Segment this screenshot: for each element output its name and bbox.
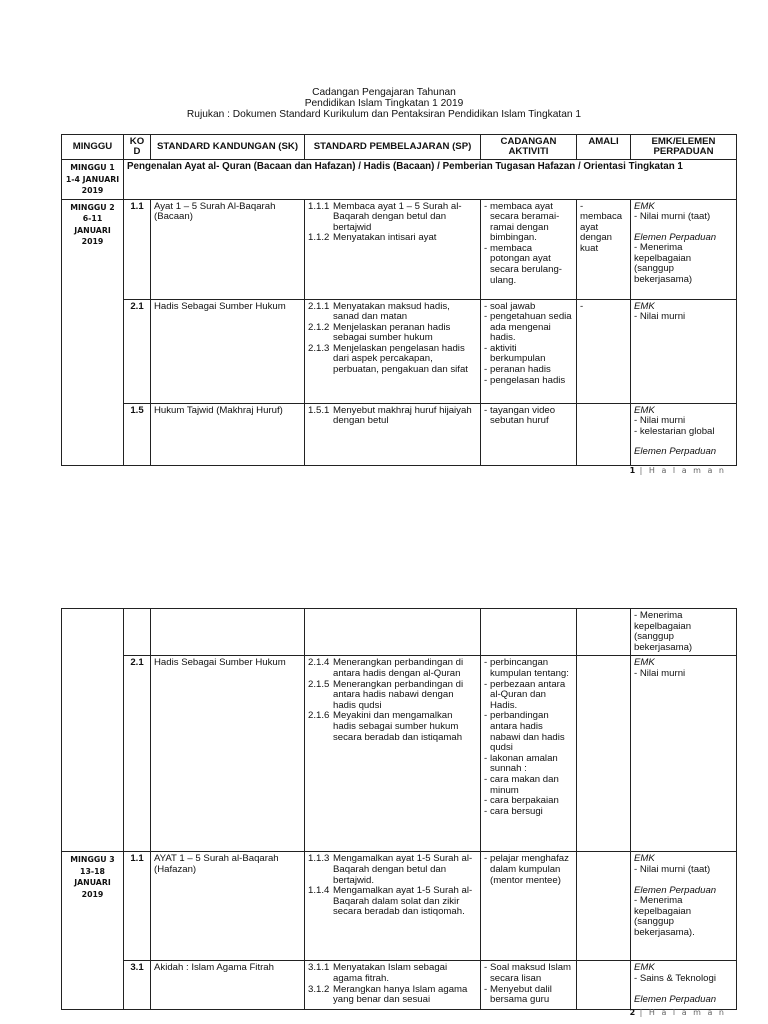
- aktiviti-item: - Menyebut dalil bersama guru: [484, 983, 552, 1006]
- elemen-item: - Menerima kepelbagaian (sanggup bekerjasama).: [634, 895, 695, 938]
- sp-item: 2.1.1 Menyatakan maksud hadis, sanad dan matan: [308, 300, 450, 323]
- emk-cell: [631, 961, 737, 1010]
- emk-title: EMK: [634, 853, 655, 865]
- sp-item: 3.1.2 Merangkan hanya Islam agama yang benar dan sesuai: [308, 983, 468, 1006]
- amali-cell: [577, 656, 631, 852]
- sp-item: 1.5.1 Menyebut makhraj huruf hijaiyah dengan betul: [308, 404, 472, 427]
- emk-title: EMK: [634, 404, 655, 416]
- col-header-sp: STANDARD PEMBELAJARAN (SP): [305, 135, 481, 160]
- emk-item: - Nilai murni (taat): [634, 211, 711, 223]
- emk-title: EMK: [634, 200, 655, 212]
- table-row: [62, 961, 737, 1010]
- header-subtitle: Pendidikan Islam Tingkatan 1 2019: [304, 98, 464, 109]
- sp-cell: [305, 403, 481, 465]
- aktiviti-item: - aktiviti berkumpulan: [484, 342, 546, 365]
- emk-item: - kelestarian global: [634, 425, 715, 437]
- week-label: MINGGU 2: [70, 202, 115, 212]
- sp-cell: [305, 961, 481, 1010]
- emk-title: EMK: [634, 300, 655, 312]
- col-header-amali: AMALI: [577, 135, 631, 160]
- table-row: [62, 199, 737, 299]
- emk-item: - Nilai murni: [634, 311, 686, 323]
- week-label: MINGGU 1: [70, 163, 115, 172]
- sk-cell: AYAT 1 – 5 Surah al-Baqarah (Hafazan): [151, 852, 305, 961]
- emk-title: EMK: [634, 962, 655, 974]
- emk-item: - Nilai murni: [634, 667, 686, 679]
- sp-cell: [305, 299, 481, 403]
- week-dates: 13-18 JANUARI 2019: [74, 866, 111, 899]
- sp-item: 1.1.3 Mengamalkan ayat 1-5 Surah al-Baqarah dengan betul dan bertajwid.: [308, 853, 473, 886]
- sp-cell: [305, 852, 481, 961]
- kod-cell: 2.1: [124, 656, 151, 852]
- elemen-perpaduan-title: Elemen Perpaduan: [634, 993, 717, 1005]
- amali-cell: -: [577, 299, 631, 403]
- aktiviti-item: - cara makan dan minum: [484, 773, 559, 796]
- aktiviti-item: - cara bersugi: [484, 805, 543, 817]
- sp-item: 2.1.3 Menjelaskan pengelasan hadis dari aspek percakapan, perbuatan, pengakuan dan sifat: [308, 342, 468, 376]
- aktiviti-item: - perbandingan antara hadis nabawi dan hadis qudsi: [484, 710, 565, 754]
- sp-cell: [305, 199, 481, 299]
- week-cell: [62, 609, 124, 852]
- emk-item: - Nilai murni: [634, 415, 686, 427]
- sp-item: 2.1.5 Menerangkan perbandingan di antara hadis nabawi dengan hadis qudsi: [308, 678, 464, 711]
- sk-cell: Hukum Tajwid (Makhraj Huruf): [151, 403, 305, 465]
- table-row-week1: [62, 160, 737, 200]
- week-label: MINGGU 3: [70, 855, 115, 865]
- sp-item: 2.1.2 Menjelaskan peranan hadis sebagai sumber hukum: [308, 321, 451, 344]
- amali-cell: [577, 852, 631, 961]
- document-header: [0, 87, 768, 120]
- col-header-kod: KO D: [124, 135, 151, 160]
- kod-cell: 2.1: [124, 299, 151, 403]
- elemen-perpaduan-title: Elemen Perpaduan: [634, 231, 717, 243]
- emk-cell: [631, 403, 737, 465]
- sp-item: 3.1.1 Menyatakan Islam sebagai agama fitrah.: [308, 962, 448, 984]
- week-cell: [62, 852, 124, 1010]
- table-row: [62, 656, 737, 852]
- sp-item: 1.1.4 Mengamalkan ayat 1-5 Surah al-Baqarah dalam solat dan zikir secara beradab dan istiqomah.: [308, 885, 473, 918]
- amali-cell: - membaca ayat dengan kuat: [577, 199, 631, 299]
- table-header-row: [62, 135, 737, 160]
- sp-item: 2.1.4 Menerangkan perbandingan di antara hadis dengan al-Quran: [308, 657, 464, 679]
- aktiviti-item: - membaca ayat secara beramai-ramai dengan bimbingan.: [484, 200, 560, 244]
- page-number-footer: 2 | H a l a m a n: [629, 1008, 726, 1017]
- sk-cell: Akidah : Islam Agama Fitrah: [151, 961, 305, 1010]
- sk-cell: Hadis Sebagai Sumber Hukum: [151, 299, 305, 403]
- aktiviti-cell: [481, 961, 577, 1010]
- aktiviti-cell: [481, 852, 577, 961]
- week-dates: 6-11 JANUARI 2019: [74, 214, 111, 246]
- emk-cell: [631, 852, 737, 961]
- aktiviti-item: - pelajar menghafaz dalam kumpulan (mentor mentee): [484, 853, 569, 886]
- sk-cell: Ayat 1 – 5 Surah Al-Baqarah (Bacaan): [151, 199, 305, 299]
- sp-cell: [305, 656, 481, 852]
- emk-title: EMK: [634, 657, 655, 669]
- kod-cell: 1.5: [124, 403, 151, 465]
- page-number: 1: [629, 466, 636, 475]
- aktiviti-item: - soal jawab: [484, 300, 536, 312]
- aktiviti-cell: [481, 403, 577, 465]
- aktiviti-item: - perbezaan antara al-Quran dan Hadis.: [484, 678, 566, 711]
- aktiviti-cell: [481, 199, 577, 299]
- kod-cell: 3.1: [124, 961, 151, 1010]
- header-title: Cadangan Pengajaran Tahunan: [312, 87, 456, 98]
- page-number: 2: [629, 1008, 636, 1017]
- aktiviti-item: - lakonan amalan sunnah :: [484, 752, 558, 775]
- col-header-aktiviti: CADANGAN AKTIVITI: [481, 135, 577, 160]
- page-number-footer: 1 | H a l a m a n: [629, 466, 726, 475]
- sp-item: 2.1.6 Meyakini dan mengamalkan hadis sebagai sumber hukum secara beradab dan istiqamah: [308, 710, 463, 743]
- kod-cell: 1.1: [124, 199, 151, 299]
- aktiviti-item: - Soal maksud Islam secara lisan: [484, 962, 572, 984]
- col-header-emk: EMK/ELEMEN PERPADUAN: [631, 135, 737, 160]
- elemen-item: - Menerima kepelbagaian (sanggup bekerjasama): [634, 242, 693, 286]
- week-cell: [62, 199, 124, 465]
- elemen-perpaduan-title: Elemen Perpaduan: [634, 446, 717, 458]
- table-row: [62, 609, 737, 656]
- sp-item: 1.1.2 Menyatakan intisari ayat: [308, 232, 437, 244]
- aktiviti-cell: [481, 656, 577, 852]
- aktiviti-item: - tayangan video sebutan huruf: [484, 404, 556, 427]
- sp-item: 1.1.1 Membaca ayat 1 – 5 Surah al- Baqarah dengan betul dan bertajwid: [308, 200, 462, 233]
- week-cell: [62, 160, 124, 200]
- emk-cell: - Menerima kepelbagaian (sanggup bekerjasama): [631, 609, 737, 656]
- lesson-plan-table-page2: [61, 608, 737, 1010]
- week-dates: 1-4 JANUARI 2019: [65, 174, 120, 195]
- aktiviti-item: - cara berpakaian: [484, 795, 559, 807]
- amali-cell: [577, 961, 631, 1010]
- emk-cell: [631, 656, 737, 852]
- table-row: [62, 299, 737, 403]
- sk-cell: Hadis Sebagai Sumber Hukum: [151, 656, 305, 852]
- col-header-sk: STANDARD KANDUNGAN (SK): [151, 135, 305, 160]
- col-header-minggu: MINGGU: [62, 135, 124, 160]
- emk-item: - Nilai murni (taat): [634, 863, 711, 875]
- aktiviti-cell: [481, 299, 577, 403]
- aktiviti-item: - peranan hadis: [484, 364, 551, 376]
- emk-cell: [631, 299, 737, 403]
- table-row: [62, 852, 737, 961]
- page-word: H a l a m a n: [648, 1008, 726, 1017]
- elemen-perpaduan-title: Elemen Perpaduan: [634, 884, 717, 896]
- emk-cell: [631, 199, 737, 299]
- aktiviti-item: - membaca potongan ayat secara berulang-ulang.: [484, 242, 562, 286]
- kod-cell: 1.1: [124, 852, 151, 961]
- week1-summary: Pengenalan Ayat al- Quran (Bacaan dan Hafazan) / Hadis (Bacaan) / Pemberian Tugasan Hafazan / Orientasi Tingkatan 1: [124, 160, 737, 200]
- emk-item: - Sains & Teknologi: [634, 972, 716, 984]
- header-reference: Rujukan : Dokumen Standard Kurikulum dan Pentaksiran Pendidikan Islam Tingkatan 1: [186, 109, 582, 120]
- aktiviti-item: - perbincangan kumpulan tentang:: [484, 657, 569, 679]
- aktiviti-item: - pengetahuan sedia ada mengenai hadis.: [484, 311, 572, 344]
- amali-cell: [577, 403, 631, 465]
- table-row: [62, 403, 737, 465]
- lesson-plan-table-page1: [61, 134, 737, 466]
- page-word: H a l a m a n: [648, 466, 726, 475]
- aktiviti-item: - pengelasan hadis: [484, 374, 566, 386]
